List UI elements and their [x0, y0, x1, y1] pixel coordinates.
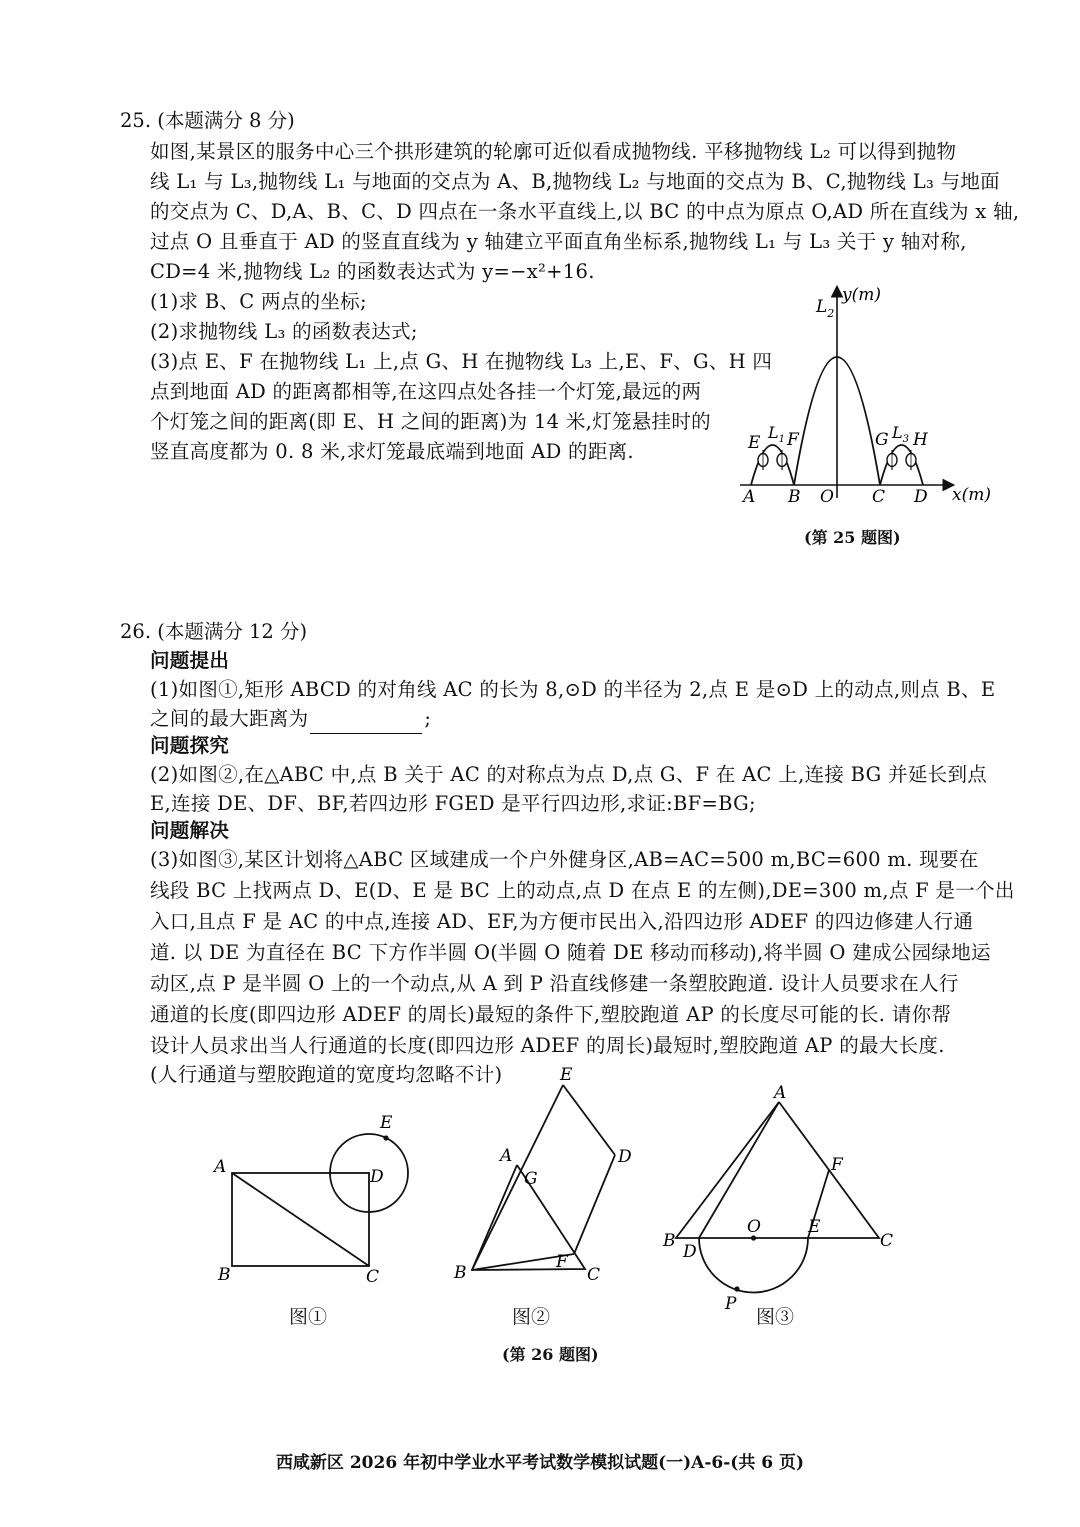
q25-label-h: H	[913, 430, 928, 450]
fig2-label-c: C	[587, 1265, 601, 1285]
q26-figure-2-name: 图②	[512, 1306, 551, 1328]
fig3-label-e: E	[808, 1217, 821, 1237]
fig2-label-g: G	[524, 1169, 538, 1189]
q26-p1-line-1: (1)如图①,矩形 ABCD 的对角线 AC 的长为 8,⊙D 的半径为 2,点 E 是⊙D 上的动点,则点 B、E	[150, 678, 996, 701]
q26-figure-1-name: 图①	[289, 1306, 328, 1328]
q26-p3-line-8: (人行通道与塑胶跑道的宽度均忽略不计)	[150, 1063, 503, 1086]
q26-p3-line-4: 道. 以 DE 为直径在 BC 下方作半圆 O(半圆 O 随着 DE 移动而移动),将半圆 O 建成公园绿地运	[150, 941, 991, 964]
q26-figure-3	[655, 1082, 905, 1322]
answer-blank[interactable]	[310, 713, 422, 734]
fig2-line-df	[574, 1155, 615, 1254]
q26-section-3: 问题解决	[150, 819, 230, 842]
q25-parabola-l3	[880, 445, 923, 485]
q25-label-c: C	[872, 487, 886, 507]
fig2-label-b: B	[454, 1263, 467, 1283]
q26-p2-line-2: E,连接 DE、DF、BF,若四边形 FGED 是平行四边形,求证:BF=BG;	[150, 792, 756, 815]
q25-label-f: F	[787, 430, 799, 450]
q26-section-2: 问题探究	[150, 734, 230, 757]
q26-p3-line-7: 设计人员求出当人行通道的长度(即四边形 ADEF 的周长)最短时,塑胶跑道 AP 的最大长度.	[150, 1034, 945, 1057]
fig1-label-c: C	[366, 1267, 380, 1287]
fig2-label-d: D	[618, 1147, 632, 1167]
fig3-label-b: B	[663, 1231, 676, 1251]
q26-p1-line-2-text: 之间的最大距离为	[150, 707, 309, 730]
fig1-point-e	[383, 1135, 388, 1140]
q26-figure-2	[440, 1062, 650, 1287]
q25-lantern-h	[906, 450, 916, 470]
fig2-line-ed	[563, 1085, 615, 1155]
fig1-label-e: E	[380, 1113, 393, 1133]
q26-p2-line-1: (2)如图②,在△ABC 中,点 B 关于 AC 的对称点为点 D,点 G、F 在 AC 上,连接 BG 并延长到点	[150, 763, 988, 786]
fig3-label-p: P	[725, 1294, 737, 1314]
fig3-label-o: O	[747, 1217, 761, 1237]
q25-label-l1: $L_1$	[768, 423, 785, 445]
q25-lantern-f	[777, 450, 787, 470]
q25-label-b: B	[788, 487, 801, 507]
q25-sub3-line-2: 点到地面 AD 的距离都相等,在这四点处各挂一个灯笼,最远的两	[150, 380, 702, 403]
q26-p1-line-2-end: ;	[424, 707, 432, 730]
fig3-label-d: D	[683, 1242, 697, 1262]
q26-p3-line-2: 线段 BC 上找两点 D、E(D、E 是 BC 上的动点,点 D 在点 E 的左侧),DE=300 m,点 F 是一个出	[150, 879, 1015, 902]
q25-label-l3: $L_3$	[892, 423, 909, 445]
fig2-line-be	[472, 1085, 563, 1270]
q26-p3-line-6: 通道的长度(即四边形 ADEF 的周长)最短的条件下,塑胶跑道 AP 的长度尽可能的长. 请你帮	[150, 1003, 952, 1026]
q25-lantern-e	[758, 450, 768, 470]
q26-p3-line-1: (3)如图③,某区计划将△ABC 区域建成一个户外健身区,AB=AC=500 m,BC=600 m. 现要在	[150, 848, 979, 871]
q26-p3-line-5: 动区,点 P 是半圆 O 上的一个动点,从 A 到 P 沿直线修建一条塑胶跑道. 设计人员要求在人行	[150, 972, 959, 995]
fig3-line-ad	[699, 1102, 779, 1238]
q25-sub2: (2)求抛物线 L₃ 的函数表达式;	[150, 320, 418, 343]
q25-figure	[730, 280, 1000, 520]
q25-label-a: A	[743, 487, 756, 507]
fig1-diagonal-ac	[232, 1173, 369, 1266]
q26-figure-3-name: 图③	[756, 1306, 795, 1328]
q25-text-line-1: 如图,某景区的服务中心三个拱形建筑的轮廓可近似看成抛物线. 平移抛物线 L₂ 可以得到抛物	[150, 140, 957, 163]
q25-text-line-4: 过点 O 且垂直于 AD 的竖直直线为 y 轴建立平面直角坐标系,抛物线 L₁ 与 L₃ 关于 y 轴对称,	[150, 230, 967, 253]
q25-text-line-3: 的交点为 C、D,A、B、C、D 四点在一条水平直线上,以 BC 的中点为原点 O,AD 所在直线为 x 轴,	[150, 200, 1020, 223]
q25-sub3-line-4: 竖直高度都为 0. 8 米,求灯笼最底端到地面 AD 的距离.	[150, 440, 634, 463]
q25-text-line-5: CD=4 米,抛物线 L₂ 的函数表达式为 y=−x²+16.	[150, 260, 595, 283]
q25-caption: (第 25 题图)	[804, 528, 901, 547]
q25-lantern-g	[887, 450, 897, 470]
fig2-label-a: A	[500, 1146, 513, 1166]
fig3-label-c: C	[880, 1231, 894, 1251]
fig3-label-f: F	[831, 1155, 843, 1175]
q25-header: 25. (本题满分 8 分)	[120, 109, 295, 132]
q26-figure-1	[200, 1100, 430, 1290]
q25-label-x: x(m)	[952, 485, 991, 505]
fig2-label-e: E	[560, 1065, 573, 1085]
q25-label-y: y(m)	[842, 285, 881, 305]
q26-p1-line-2	[150, 704, 431, 734]
q25-sub1: (1)求 B、C 两点的坐标;	[150, 290, 367, 313]
q26-caption: (第 26 题图)	[502, 1345, 599, 1364]
q25-sub3-line-3: 个灯笼之间的距离(即 E、H 之间的距离)为 14 米,灯笼悬挂时的	[150, 410, 711, 433]
fig3-triangle-abc	[676, 1102, 879, 1238]
fig3-semicircle-o	[699, 1238, 808, 1293]
q26-p3-line-3: 入口,且点 F 是 AC 的中点,连接 AD、EF,为方便市民出入,沿四边形 ADEF 的四边修建人行通	[150, 910, 974, 933]
fig1-label-d: D	[370, 1167, 384, 1187]
q26-section-1: 问题提出	[150, 649, 230, 672]
fig3-label-a: A	[774, 1083, 787, 1103]
q25-label-g: G	[875, 430, 889, 450]
fig1-label-a: A	[214, 1157, 227, 1177]
fig2-label-f: F	[556, 1252, 568, 1272]
q25-text-line-2: 线 L₁ 与 L₃,抛物线 L₁ 与地面的交点为 A、B,抛物线 L₂ 与地面的交点为 B、C,抛物线 L₃ 与地面	[150, 170, 1000, 193]
fig1-label-b: B	[218, 1265, 231, 1285]
q25-sub3-line-1: (3)点 E、F 在抛物线 L₁ 上,点 G、H 在抛物线 L₃ 上,E、F、G、H 四	[150, 350, 773, 373]
q26-header: 26. (本题满分 12 分)	[120, 620, 308, 643]
q25-label-d: D	[914, 487, 928, 507]
q25-label-l2: $L_2$	[816, 297, 835, 320]
q25-label-e: E	[748, 433, 761, 453]
q25-label-o: O	[820, 487, 834, 507]
page-footer: 西咸新区 2026 年初中学业水平考试数学模拟试题(一)A-6-(共 6 页)	[275, 1453, 805, 1473]
fig3-point-p	[734, 1286, 739, 1291]
